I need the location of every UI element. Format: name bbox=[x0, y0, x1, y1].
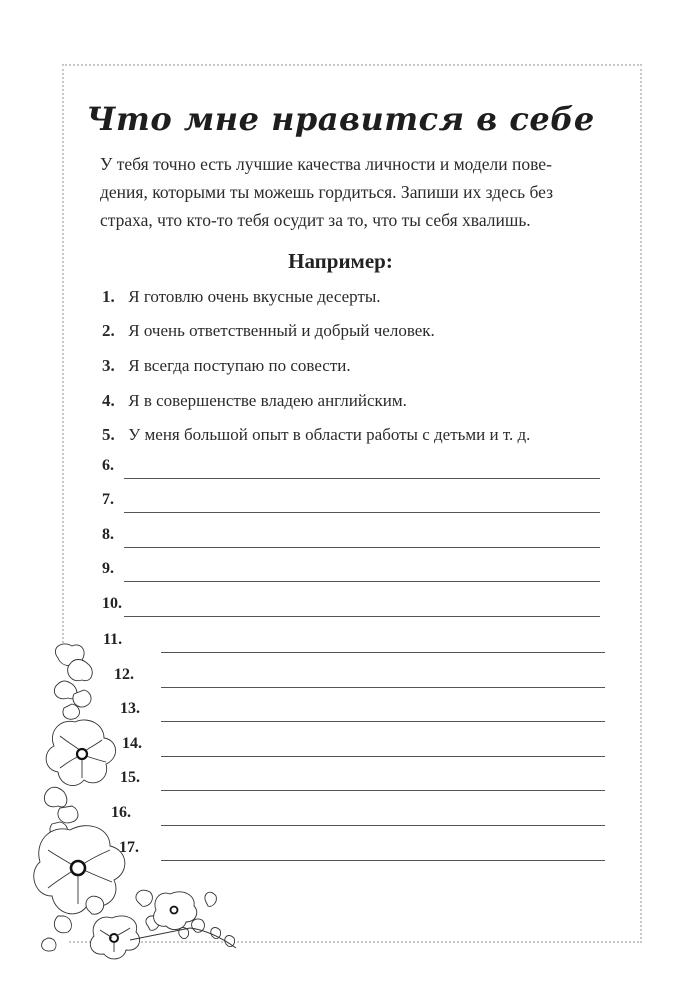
item-number: 9. bbox=[102, 560, 114, 577]
item-number: 17. bbox=[119, 839, 139, 856]
intro-paragraph bbox=[100, 150, 590, 234]
item-number: 15. bbox=[120, 769, 140, 786]
floral-corner-icon bbox=[30, 640, 250, 960]
example-item bbox=[102, 391, 407, 411]
intro-line: дения, которыми ты можешь гордиться. Запиши их здесь без bbox=[100, 182, 554, 202]
example-item bbox=[102, 287, 381, 307]
item-number: 11. bbox=[103, 631, 123, 648]
example-text: Я очень ответственный и добрый человек. bbox=[128, 321, 435, 340]
write-in-line[interactable] bbox=[124, 581, 600, 582]
item-number: 2. bbox=[102, 321, 115, 340]
page-title: Что мне нравится в себе bbox=[86, 100, 595, 138]
example-item bbox=[102, 425, 530, 445]
intro-line: У тебя точно есть лучшие качества личности и модели пове- bbox=[100, 154, 552, 174]
item-number: 6. bbox=[102, 457, 114, 474]
intro-line: страха, что кто-то тебя осудит за то, что ты себя хвалишь. bbox=[100, 210, 531, 230]
item-number: 16. bbox=[111, 804, 131, 821]
example-text: Я готовлю очень вкусные десерты. bbox=[128, 287, 381, 306]
write-in-line[interactable] bbox=[124, 478, 600, 479]
blank-line-row[interactable] bbox=[0, 593, 681, 617]
example-text: Я в совершенстве владею английским. bbox=[128, 391, 407, 410]
blank-line-row[interactable] bbox=[0, 524, 681, 548]
example-item bbox=[102, 321, 435, 341]
blank-line-row[interactable] bbox=[0, 558, 681, 582]
item-number: 3. bbox=[102, 356, 115, 375]
item-number: 1. bbox=[102, 287, 115, 306]
item-number: 13. bbox=[120, 700, 140, 717]
examples-heading: Например: bbox=[288, 249, 393, 273]
item-number: 4. bbox=[102, 391, 115, 410]
item-number: 8. bbox=[102, 526, 114, 543]
blank-line-row[interactable] bbox=[0, 489, 681, 513]
item-number: 5. bbox=[102, 425, 115, 444]
write-in-line[interactable] bbox=[124, 547, 600, 548]
write-in-line[interactable] bbox=[124, 512, 600, 513]
item-number: 14. bbox=[122, 735, 142, 752]
example-item bbox=[102, 356, 351, 376]
item-number: 12. bbox=[114, 666, 134, 683]
example-text: У меня большой опыт в области работы с детьми и т. д. bbox=[128, 425, 531, 444]
example-text: Я всегда поступаю по совести. bbox=[128, 356, 351, 375]
item-number: 10. bbox=[102, 595, 122, 612]
blank-line-row[interactable] bbox=[0, 455, 681, 479]
write-in-line[interactable] bbox=[124, 616, 600, 617]
item-number: 7. bbox=[102, 491, 114, 508]
